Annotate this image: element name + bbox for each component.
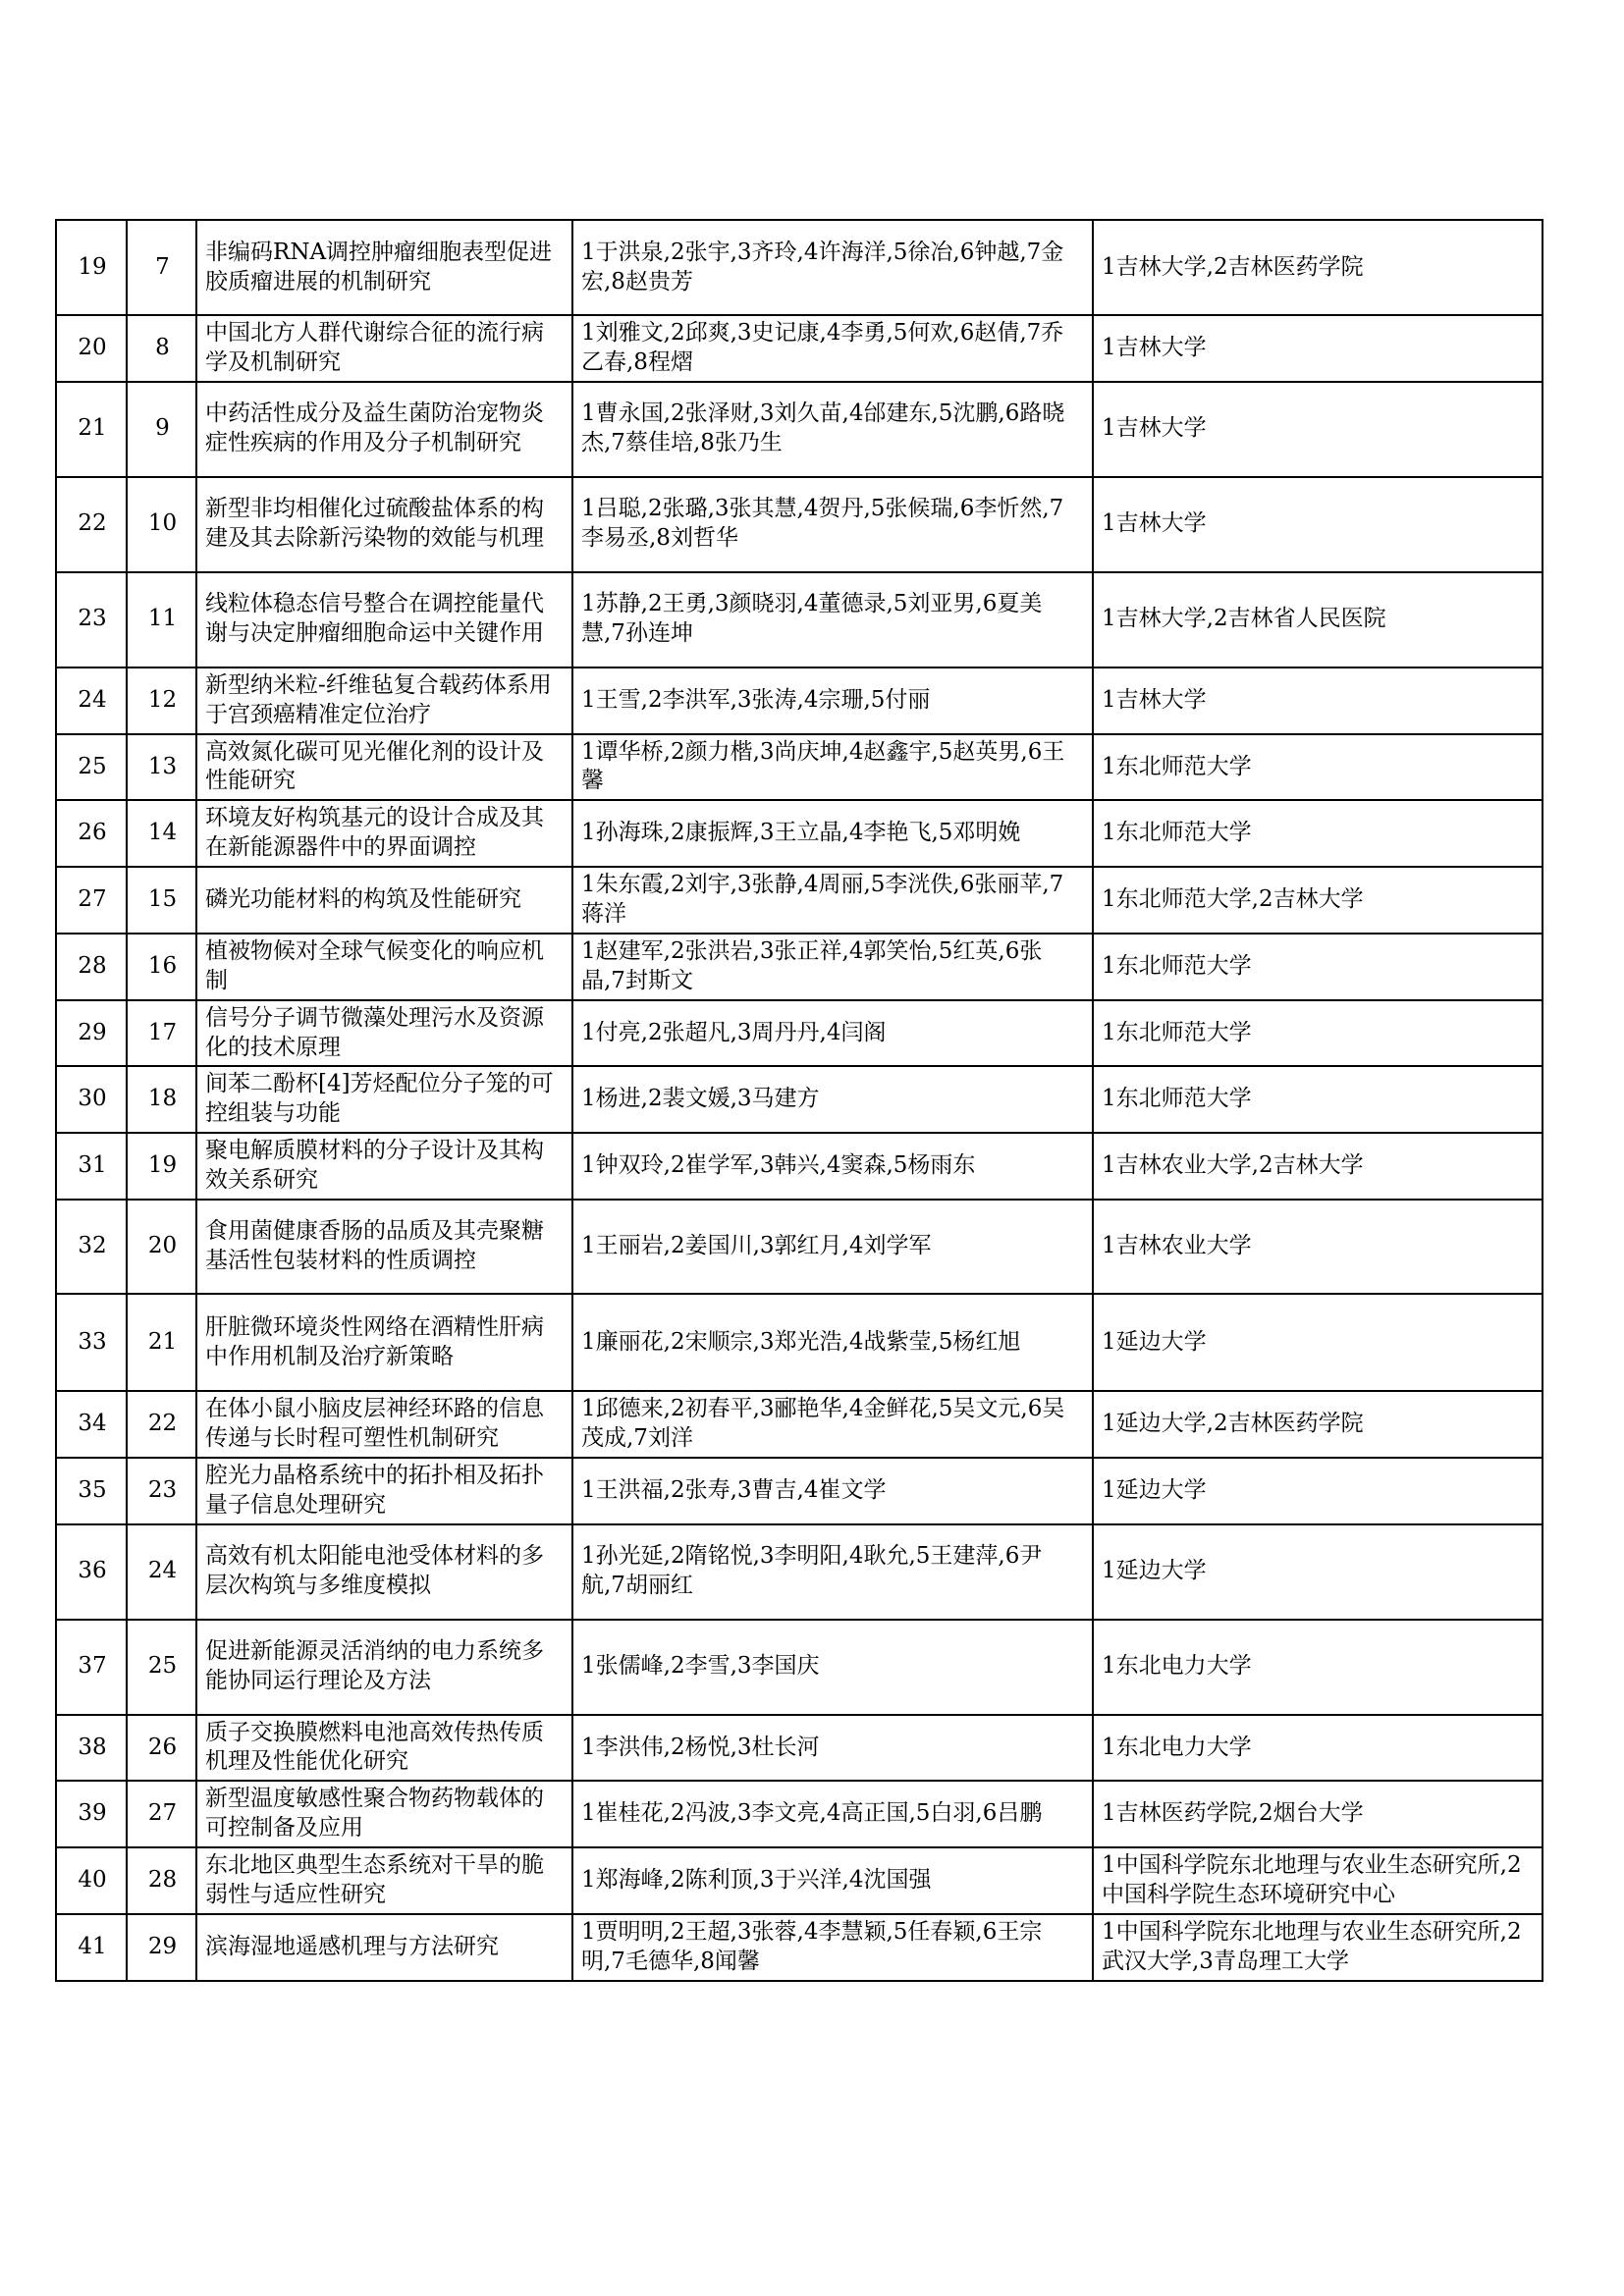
project-title-cell xyxy=(196,734,572,801)
authors-cell xyxy=(572,1133,1093,1200)
table-row xyxy=(56,1133,1543,1200)
seq-text: 33 xyxy=(78,1328,107,1355)
project-title-text: 新型温度敏感性聚合物药物载体的可控制备及应用 xyxy=(205,1786,544,1842)
authors-text: 1邱德来,2初春平,3郦艳华,4金鲜花,5吴文元,6吴茂成,7刘洋 xyxy=(581,1396,1065,1451)
project-title-text: 信号分子调节微藻处理污水及资源化的技术原理 xyxy=(205,1004,544,1060)
project-title-text: 新型纳米粒-纤维毡复合载药体系用于宫颈癌精准定位治疗 xyxy=(205,671,552,727)
table-row xyxy=(56,1458,1543,1524)
number-cell xyxy=(127,1458,196,1524)
authors-text: 1孙海珠,2康振辉,3王立晶,4李艳飞,5邓明娩 xyxy=(581,820,1021,846)
number-cell xyxy=(127,1781,196,1847)
units-cell xyxy=(1093,1066,1543,1133)
units-cell xyxy=(1093,1847,1543,1914)
seq-text: 23 xyxy=(78,606,107,632)
seq-cell xyxy=(56,1066,127,1133)
project-title-cell xyxy=(196,1458,572,1524)
seq-cell xyxy=(56,1000,127,1067)
seq-cell xyxy=(56,1294,127,1391)
authors-text: 1付亮,2张超凡,3周丹丹,4闫阁 xyxy=(581,1019,887,1045)
seq-cell xyxy=(56,1715,127,1782)
units-text: 1东北师范大学 xyxy=(1102,1086,1252,1112)
awards-table xyxy=(55,219,1543,1982)
project-title-cell xyxy=(196,1847,572,1914)
seq-text: 30 xyxy=(78,1086,107,1112)
units-text: 1东北师范大学 xyxy=(1102,952,1252,979)
seq-text: 24 xyxy=(78,686,107,713)
units-text: 1吉林大学 xyxy=(1102,415,1207,442)
units-text: 1中国科学院东北地理与农业生态研究所,2中国科学院生态环境研究中心 xyxy=(1102,1852,1522,1908)
project-title-text: 中国北方人群代谢综合征的流行病学及机制研究 xyxy=(205,320,544,375)
number-text: 15 xyxy=(147,886,178,913)
project-title-cell xyxy=(196,1524,572,1620)
project-title-text: 聚电解质膜材料的分子设计及其构效关系研究 xyxy=(205,1138,544,1194)
number-cell xyxy=(127,1847,196,1914)
number-cell xyxy=(127,667,196,734)
units-text: 1东北师范大学 xyxy=(1102,1019,1252,1045)
number-text: 24 xyxy=(147,1558,178,1584)
units-text: 1吉林医药学院,2烟台大学 xyxy=(1102,1800,1364,1827)
seq-cell xyxy=(56,800,127,867)
number-cell xyxy=(127,315,196,382)
number-cell xyxy=(127,220,196,315)
seq-text: 19 xyxy=(78,253,107,280)
authors-text: 1吕聪,2张璐,3张其慧,4贺丹,5张候瑞,6李忻然,7李易丞,8刘哲华 xyxy=(581,496,1064,552)
units-cell xyxy=(1093,1294,1543,1391)
number-cell xyxy=(127,1620,196,1715)
seq-cell xyxy=(56,734,127,801)
seq-cell xyxy=(56,667,127,734)
project-title-cell xyxy=(196,934,572,1000)
number-text: 29 xyxy=(147,1933,178,1959)
project-title-cell xyxy=(196,1715,572,1782)
project-title-text: 高效有机太阳能电池受体材料的多层次构筑与多维度模拟 xyxy=(205,1543,544,1599)
number-text: 27 xyxy=(147,1800,178,1827)
authors-cell xyxy=(572,1781,1093,1847)
units-cell xyxy=(1093,1200,1543,1294)
number-text: 13 xyxy=(147,753,178,779)
units-cell xyxy=(1093,1914,1543,1981)
units-cell xyxy=(1093,1391,1543,1458)
number-text: 25 xyxy=(147,1653,178,1680)
number-text: 8 xyxy=(155,334,170,360)
table-row xyxy=(56,1781,1543,1847)
number-cell xyxy=(127,934,196,1000)
project-title-text: 植被物候对全球气候变化的响应机制 xyxy=(205,937,544,993)
authors-text: 1李洪伟,2杨悦,3杜长河 xyxy=(581,1734,820,1760)
authors-text: 1杨进,2裴文媛,3马建方 xyxy=(581,1086,820,1112)
project-title-cell xyxy=(196,477,572,572)
authors-cell xyxy=(572,734,1093,801)
table-row xyxy=(56,220,1543,315)
number-text: 14 xyxy=(147,820,178,846)
table-row xyxy=(56,1914,1543,1981)
units-text: 1吉林大学,2吉林省人民医院 xyxy=(1102,606,1386,632)
units-cell xyxy=(1093,734,1543,801)
table-row xyxy=(56,734,1543,801)
units-text: 1延边大学 xyxy=(1102,1476,1207,1503)
project-title-text: 新型非均相催化过硫酸盐体系的构建及其去除新污染物的效能与机理 xyxy=(205,496,544,552)
seq-text: 37 xyxy=(78,1653,107,1680)
project-title-text: 肝脏微环境炎性网络在酒精性肝病中作用机制及治疗新策略 xyxy=(205,1313,544,1369)
table-row xyxy=(56,1391,1543,1458)
number-cell xyxy=(127,1066,196,1133)
seq-cell xyxy=(56,867,127,934)
project-title-cell xyxy=(196,867,572,934)
seq-text: 41 xyxy=(78,1933,107,1959)
seq-text: 32 xyxy=(78,1233,107,1259)
units-text: 1东北电力大学 xyxy=(1102,1734,1252,1760)
units-text: 1中国科学院东北地理与农业生态研究所,2武汉大学,3青岛理工大学 xyxy=(1102,1918,1522,1974)
authors-cell xyxy=(572,1200,1093,1294)
authors-text: 1谭华桥,2颜力楷,3尚庆坤,4赵鑫宇,5赵英男,6王馨 xyxy=(581,738,1065,794)
project-title-text: 在体小鼠小脑皮层神经环路的信息传递与长时程可塑性机制研究 xyxy=(205,1396,544,1451)
seq-text: 31 xyxy=(78,1152,107,1179)
authors-text: 1张儒峰,2李雪,3李国庆 xyxy=(581,1653,820,1680)
number-text: 23 xyxy=(147,1476,178,1503)
units-text: 1吉林大学 xyxy=(1102,334,1207,360)
number-text: 17 xyxy=(147,1019,178,1045)
authors-text: 1孙光延,2隋铭悦,3李明阳,4耿允,5王建萍,6尹航,7胡丽红 xyxy=(581,1543,1043,1599)
project-title-text: 质子交换膜燃料电池高效传热传质机理及性能优化研究 xyxy=(205,1719,544,1775)
project-title-text: 间苯二酚杯[4]芳烃配位分子笼的可控组装与功能 xyxy=(205,1071,554,1127)
project-title-cell xyxy=(196,1620,572,1715)
number-text: 19 xyxy=(147,1152,178,1179)
seq-cell xyxy=(56,315,127,382)
authors-text: 1崔桂花,2冯波,3李文亮,4高正国,5白羽,6吕鹏 xyxy=(581,1800,1043,1827)
project-title-text: 环境友好构筑基元的设计合成及其在新能源器件中的界面调控 xyxy=(205,805,544,861)
authors-cell xyxy=(572,1294,1093,1391)
number-cell xyxy=(127,1000,196,1067)
units-text: 1延边大学 xyxy=(1102,1558,1207,1584)
units-cell xyxy=(1093,867,1543,934)
authors-cell xyxy=(572,220,1093,315)
project-title-text: 磷光功能材料的构筑及性能研究 xyxy=(205,886,521,913)
authors-text: 1钟双玲,2崔学军,3韩兴,4窦森,5杨雨东 xyxy=(581,1152,976,1179)
units-cell xyxy=(1093,382,1543,477)
table-row xyxy=(56,1066,1543,1133)
authors-cell xyxy=(572,1000,1093,1067)
project-title-text: 滨海湿地遥感机理与方法研究 xyxy=(205,1933,499,1959)
project-title-cell xyxy=(196,1294,572,1391)
project-title-cell xyxy=(196,315,572,382)
seq-cell xyxy=(56,1458,127,1524)
authors-text: 1王丽岩,2姜国川,3郭红月,4刘学军 xyxy=(581,1233,932,1259)
project-title-text: 线粒体稳态信号整合在调控能量代谢与决定肿瘤细胞命运中关键作用 xyxy=(205,591,544,647)
project-title-text: 中药活性成分及益生菌防治宠物炎症性疾病的作用及分子机制研究 xyxy=(205,400,544,456)
number-text: 9 xyxy=(155,415,170,442)
seq-cell xyxy=(56,1524,127,1620)
units-cell xyxy=(1093,800,1543,867)
authors-text: 1于洪泉,2张宇,3齐玲,4许海洋,5徐冶,6钟越,7金宏,8赵贵芳 xyxy=(581,239,1064,294)
seq-text: 21 xyxy=(78,415,107,442)
seq-cell xyxy=(56,1133,127,1200)
number-text: 16 xyxy=(147,952,178,979)
table-row xyxy=(56,867,1543,934)
number-cell xyxy=(127,1715,196,1782)
seq-cell xyxy=(56,1847,127,1914)
number-cell xyxy=(127,1524,196,1620)
seq-cell xyxy=(56,1781,127,1847)
seq-text: 27 xyxy=(78,886,107,913)
project-title-cell xyxy=(196,667,572,734)
authors-cell xyxy=(572,572,1093,667)
project-title-cell xyxy=(196,572,572,667)
authors-text: 1朱东霞,2刘宇,3张静,4周丽,5李洸佚,6张丽苹,7蒋洋 xyxy=(581,872,1064,928)
units-cell xyxy=(1093,220,1543,315)
authors-text: 1廉丽花,2宋顺宗,3郑光浩,4战紫莹,5杨红旭 xyxy=(581,1328,1021,1355)
units-text: 1吉林农业大学,2吉林大学 xyxy=(1102,1152,1364,1179)
units-text: 1东北师范大学 xyxy=(1102,753,1252,779)
authors-cell xyxy=(572,800,1093,867)
units-text: 1东北师范大学 xyxy=(1102,820,1252,846)
table-row xyxy=(56,934,1543,1000)
number-text: 18 xyxy=(147,1086,178,1112)
authors-cell xyxy=(572,1066,1093,1133)
number-cell xyxy=(127,734,196,801)
seq-text: 36 xyxy=(78,1558,107,1584)
authors-text: 1赵建军,2张洪岩,3张正祥,4郭笑怡,5红英,6张晶,7封斯文 xyxy=(581,937,1043,993)
units-cell xyxy=(1093,1781,1543,1847)
table-row xyxy=(56,1847,1543,1914)
seq-cell xyxy=(56,1200,127,1294)
units-text: 1东北电力大学 xyxy=(1102,1653,1252,1680)
units-text: 1吉林农业大学 xyxy=(1102,1233,1252,1259)
number-text: 28 xyxy=(147,1867,178,1894)
seq-cell xyxy=(56,382,127,477)
number-cell xyxy=(127,1914,196,1981)
authors-cell xyxy=(572,934,1093,1000)
units-text: 1延边大学,2吉林医药学院 xyxy=(1102,1410,1364,1436)
units-cell xyxy=(1093,315,1543,382)
number-text: 21 xyxy=(147,1328,178,1355)
project-title-cell xyxy=(196,1391,572,1458)
number-cell xyxy=(127,800,196,867)
number-text: 22 xyxy=(147,1410,178,1436)
table-row xyxy=(56,800,1543,867)
number-cell xyxy=(127,867,196,934)
number-cell xyxy=(127,1200,196,1294)
number-cell xyxy=(127,572,196,667)
units-cell xyxy=(1093,1620,1543,1715)
units-text: 1吉林大学,2吉林医药学院 xyxy=(1102,253,1364,280)
authors-text: 1贾明明,2王超,3张蓉,4李慧颖,5任春颖,6王宗明,7毛德华,8闻馨 xyxy=(581,1918,1043,1974)
seq-cell xyxy=(56,220,127,315)
project-title-cell xyxy=(196,1200,572,1294)
seq-text: 26 xyxy=(78,820,107,846)
units-cell xyxy=(1093,667,1543,734)
authors-cell xyxy=(572,1847,1093,1914)
units-text: 1东北师范大学,2吉林大学 xyxy=(1102,886,1364,913)
authors-text: 1苏静,2王勇,3颜晓羽,4董德录,5刘亚男,6夏美慧,7孙连坤 xyxy=(581,591,1043,647)
seq-cell xyxy=(56,572,127,667)
seq-text: 28 xyxy=(78,952,107,979)
project-title-cell xyxy=(196,1133,572,1200)
authors-cell xyxy=(572,1458,1093,1524)
project-title-text: 非编码RNA调控肿瘤细胞表型促进胶质瘤进展的机制研究 xyxy=(205,239,553,294)
table-body xyxy=(56,220,1543,1981)
project-title-text: 促进新能源灵活消纳的电力系统多能协同运行理论及方法 xyxy=(205,1638,544,1694)
number-text: 12 xyxy=(147,686,178,713)
number-text: 10 xyxy=(147,510,178,537)
seq-text: 40 xyxy=(78,1867,107,1894)
table-row xyxy=(56,572,1543,667)
number-cell xyxy=(127,1133,196,1200)
project-title-cell xyxy=(196,220,572,315)
project-title-cell xyxy=(196,1914,572,1981)
table-row xyxy=(56,667,1543,734)
authors-text: 1曹永国,2张泽财,3刘久苗,4邰建东,5沈鹏,6路晓杰,7蔡佳培,8张乃生 xyxy=(581,400,1065,456)
authors-cell xyxy=(572,1391,1093,1458)
seq-text: 29 xyxy=(78,1019,107,1045)
project-title-text: 东北地区典型生态系统对干旱的脆弱性与适应性研究 xyxy=(205,1852,544,1908)
number-cell xyxy=(127,477,196,572)
project-title-text: 食用菌健康香肠的品质及其壳聚糖基活性包装材料的性质调控 xyxy=(205,1218,544,1274)
project-title-cell xyxy=(196,1781,572,1847)
number-text: 20 xyxy=(147,1233,178,1259)
table-row xyxy=(56,1294,1543,1391)
seq-text: 25 xyxy=(78,753,107,779)
table-row xyxy=(56,477,1543,572)
seq-text: 35 xyxy=(78,1476,107,1503)
units-text: 1吉林大学 xyxy=(1102,510,1207,537)
authors-text: 1王洪福,2张寿,3曹吉,4崔文学 xyxy=(581,1476,887,1503)
units-cell xyxy=(1093,934,1543,1000)
project-title-text: 腔光力晶格系统中的拓扑相及拓扑量子信息处理研究 xyxy=(205,1462,544,1518)
table-row xyxy=(56,1620,1543,1715)
table-row xyxy=(56,1715,1543,1782)
authors-cell xyxy=(572,315,1093,382)
seq-cell xyxy=(56,934,127,1000)
seq-text: 20 xyxy=(78,334,107,360)
seq-cell xyxy=(56,1620,127,1715)
table-row xyxy=(56,1200,1543,1294)
number-text: 26 xyxy=(147,1734,178,1760)
units-cell xyxy=(1093,1524,1543,1620)
seq-text: 39 xyxy=(78,1800,107,1827)
seq-cell xyxy=(56,477,127,572)
number-text: 7 xyxy=(155,253,170,280)
authors-cell xyxy=(572,667,1093,734)
authors-cell xyxy=(572,1620,1093,1715)
project-title-cell xyxy=(196,1066,572,1133)
authors-cell xyxy=(572,382,1093,477)
table-row xyxy=(56,1000,1543,1067)
seq-text: 38 xyxy=(78,1734,107,1760)
units-text: 1吉林大学 xyxy=(1102,686,1207,713)
units-cell xyxy=(1093,572,1543,667)
units-cell xyxy=(1093,477,1543,572)
authors-text: 1王雪,2李洪军,3张涛,4宗珊,5付丽 xyxy=(581,686,931,713)
authors-cell xyxy=(572,867,1093,934)
number-cell xyxy=(127,382,196,477)
authors-cell xyxy=(572,1914,1093,1981)
table-row xyxy=(56,382,1543,477)
number-cell xyxy=(127,1391,196,1458)
units-cell xyxy=(1093,1000,1543,1067)
units-cell xyxy=(1093,1715,1543,1782)
seq-text: 22 xyxy=(78,510,107,537)
authors-text: 1郑海峰,2陈利顶,3于兴洋,4沈国强 xyxy=(581,1867,932,1894)
units-cell xyxy=(1093,1458,1543,1524)
seq-text: 34 xyxy=(78,1410,107,1436)
authors-cell xyxy=(572,477,1093,572)
number-text: 11 xyxy=(147,606,178,632)
units-cell xyxy=(1093,1133,1543,1200)
project-title-cell xyxy=(196,800,572,867)
table-row xyxy=(56,315,1543,382)
seq-cell xyxy=(56,1391,127,1458)
authors-text: 1刘雅文,2邱爽,3史记康,4李勇,5何欢,6赵倩,7乔乙春,8程熠 xyxy=(581,320,1064,375)
project-title-cell xyxy=(196,1000,572,1067)
authors-cell xyxy=(572,1715,1093,1782)
seq-cell xyxy=(56,1914,127,1981)
authors-cell xyxy=(572,1524,1093,1620)
project-title-text: 高效氮化碳可见光催化剂的设计及性能研究 xyxy=(205,738,544,794)
units-text: 1延边大学 xyxy=(1102,1328,1207,1355)
number-cell xyxy=(127,1294,196,1391)
table-row xyxy=(56,1524,1543,1620)
project-title-cell xyxy=(196,382,572,477)
